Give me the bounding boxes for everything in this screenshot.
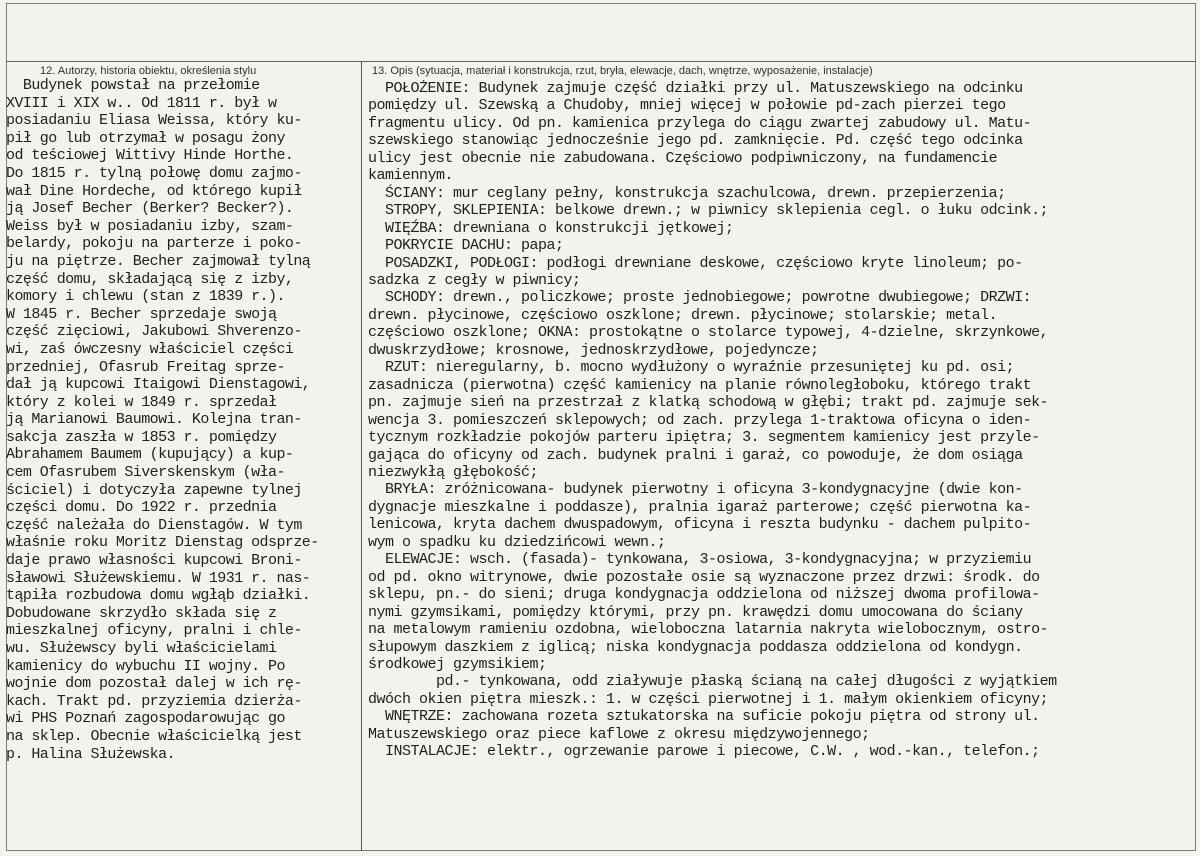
history-line: wu. Służewscy byli właścicielami bbox=[6, 640, 277, 657]
history-line: ją Josef Becher (Berker? Becker?). bbox=[6, 200, 294, 218]
history-line: wojnie dom pozostał dalej w ich rę- bbox=[6, 675, 302, 693]
history-line: części domu. Do 1922 r. przednia bbox=[6, 499, 277, 517]
history-line: ściciel) i dotyczyła zapewne tylnej bbox=[6, 481, 302, 499]
history-line: Abrahamem Baumem (kupujący) a kup- bbox=[6, 446, 294, 464]
column-divider bbox=[361, 61, 362, 851]
description-line: SCHODY: drewn., policzkowe; proste jednobiegowe; powrotne dwubiegowe; DRZWI: bbox=[368, 289, 1032, 307]
history-line: na sklep. Obecnie właścicielką jest bbox=[6, 727, 302, 745]
card-border-right bbox=[1195, 3, 1196, 851]
description-line: dwuskrzydłowe; krosnowe, jednoskrzydłowe, pojedyncze; bbox=[368, 341, 819, 359]
card-border-top bbox=[6, 3, 1196, 4]
description-line: wym o spadku ku dziedzińcowi wewn.; bbox=[368, 533, 666, 551]
description-line: ŚCIANY: mur ceglany pełny, konstrukcja szachulcowa, drewn. przepierzenia; bbox=[368, 184, 1006, 202]
description-line: szewskiego stanowiąc jednocześnie jego pd. zamknięcie. Pd. część tego odcinka bbox=[368, 132, 1023, 150]
section-12-header: 12. Autorzy, historia obiektu, określenia stylu bbox=[40, 65, 257, 77]
section-13-header: 13. Opis (sytuacja, materiał i konstrukcja, rzut, bryła, elewacje, dach, wnętrze, wyposażenie, instalacje) bbox=[372, 65, 873, 77]
history-line: Dobudowane skrzydło składa się z bbox=[6, 604, 277, 622]
description-line: pn. zajmuje sień na przestrzał z klatką schodową w głębi; trakt pd. zajmuje sek- bbox=[368, 394, 1049, 412]
header-rule bbox=[6, 61, 1196, 62]
history-line: Weiss był w posiadaniu izby, szam- bbox=[6, 217, 294, 235]
description-line: POKRYCIE DACHU: papa; bbox=[368, 237, 564, 255]
history-line: mieszkalnej oficyny, pralni i chle- bbox=[6, 622, 302, 640]
description-line: BRYŁA: zróżnicowana- budynek pierwotny i oficyna 3-kondygnacyjne (dwie kon- bbox=[368, 481, 1023, 499]
description-line: wencja 3. pomieszczeń sklepowych; od zach. przylega 1-traktowa oficyna o iden- bbox=[368, 411, 1032, 429]
description-line: nymi gzymsikami, pomiędzy którymi, przy pn. krawędzi domu umocowana do ściany bbox=[368, 603, 1023, 621]
history-line: p. Halina Służewska. bbox=[6, 745, 176, 763]
description-line: na metalowym ramieniu ozdobna, wieloboczna latarnia nakryta wielobocznym, ostro- bbox=[368, 621, 1049, 639]
history-line: ju na piętrze. Becher zajmował tylną bbox=[6, 252, 311, 270]
description-line: kamiennym. bbox=[368, 167, 454, 185]
description-line: dwóch okien piętra mieszk.: 1. w części pierwotnej i 1. małym okienkiem oficyny; bbox=[368, 690, 1049, 708]
description-line: zasadnicza (pierwotna) część kamienicy na planie równoległoboku, którego trakt bbox=[368, 376, 1032, 394]
history-line: właśnie roku Moritz Dienstag odsprze- bbox=[6, 534, 319, 552]
history-line: Budynek powstał na przełomie bbox=[6, 77, 260, 94]
description-line: słupowym daszkiem z iglicą; niska kondygnacja poddasza oddzielona od kondygn. bbox=[368, 638, 1023, 656]
description-line: Matuszewskiego oraz piece kaflowe z okresu międzywojennego; bbox=[368, 725, 870, 743]
description-line: WIĘŹBA: drewniana o konstrukcji jętkowej; bbox=[368, 219, 734, 237]
description-line: lenicowa, kryta dachem dwuspadowym, oficyna i reszta budynku - dachem pulpito- bbox=[368, 516, 1032, 534]
description-line: ELEWACJE: wsch. (fasada)- tynkowana, 3-osiowa, 3-kondygnacyjna; w przyziemiu bbox=[368, 551, 1032, 569]
history-line: kamienicy do wybuchu II wojny. Po bbox=[6, 657, 285, 675]
history-line: wi, zaś ówczesny właściciel części bbox=[6, 340, 294, 358]
history-line: cem Ofasrubem Siverskenskym (wła- bbox=[6, 464, 285, 482]
history-line: posiadaniu Eliasa Weissa, który ku- bbox=[6, 112, 302, 130]
description-line: niezwykłą głębokość; bbox=[368, 463, 539, 481]
history-line: wi PHS Poznań zagospodarowując go bbox=[6, 710, 285, 728]
history-line: ją Marianowi Baumowi. Kolejna tran- bbox=[6, 411, 302, 429]
history-line: wał Dine Hordeche, od którego kupił bbox=[6, 182, 302, 200]
description-line: ulicy jest obecnie nie zabudowana. Częściowo podpiwniczony, na fundamencie bbox=[368, 149, 998, 167]
history-line: sakcja zaszła w 1853 r. pomiędzy bbox=[6, 428, 277, 446]
description-line: POSADZKI, PODŁOGI: podłogi drewniane deskowe, częściowo kryte linoleum; po- bbox=[368, 254, 1023, 272]
description-line: STROPY, SKLEPIENIA: belkowe drewn.; w piwnicy sklepienia cegl. o łuku odcink.; bbox=[368, 202, 1049, 220]
history-line: tąpiła rozbudowa domu wgłąb działki. bbox=[6, 587, 311, 605]
history-text bbox=[6, 77, 358, 763]
history-line: kach. Trakt pd. przyziemia dzierża- bbox=[6, 692, 302, 710]
history-line: Do 1815 r. tylną połowę domu zajmo- bbox=[6, 164, 302, 182]
description-line: tycznym rozkładzie pokojów parteru ipiętra; 3. segmentem kamienicy jest przyle- bbox=[368, 429, 1040, 447]
description-line: częściowo oszklone; OKNA: prostokątne o stolarce typowej, 4-dzielne, skrzynkowe, bbox=[368, 324, 1049, 342]
history-line: część należała do Dienstagów. W tym bbox=[6, 516, 302, 534]
description-line: od pd. okno witrynowe, dwie pozostałe osie są wyznaczone przez drzwi: środk. do bbox=[368, 568, 1040, 586]
description-line: drewn. płycinowe, częściowo oszklone; drewn. płycinowe; stolarskie; metal. bbox=[368, 306, 998, 324]
description-line: INSTALACJE: elektr., ogrzewanie parowe i piecowe, C.W. , wod.-kan., telefon.; bbox=[368, 743, 1040, 761]
history-line: część zięciowi, Jakubowi Shverenzo- bbox=[6, 323, 302, 341]
description-line: pomiędzy ul. Szewską a Chudoby, mniej więcej w połowie pd-zach pierzei tego bbox=[368, 97, 1006, 115]
description-line: sadzka z cegły w piwnicy; bbox=[368, 271, 581, 289]
description-line: środkowej gzymsikiem; bbox=[368, 655, 547, 673]
history-line: przedniej, Ofasrub Freitag sprze- bbox=[6, 358, 285, 376]
history-line: sławowi Służewskiemu. W 1931 r. nas- bbox=[6, 569, 311, 587]
history-line: W 1845 r. Becher sprzedaje swoją bbox=[6, 305, 277, 323]
description-line: WNĘTRZE: zachowana rozeta sztukatorska na suficie pokoju piętra od strony ul. bbox=[368, 708, 1040, 726]
description-line: fragmentu ulicy. Od pn. kamienica przylega do ciągu zwartej zabudowy ul. Matu- bbox=[368, 114, 1032, 132]
history-line: belardy, pokoju na parterze i poko- bbox=[6, 235, 302, 253]
description-text bbox=[368, 80, 1194, 761]
history-line: komory i chlewu (stan z 1839 r.). bbox=[6, 288, 285, 306]
description-line: pd.- tynkowana, odd ziaływuje płaską ścianą na całej długości z wyjątkiem bbox=[368, 673, 1057, 691]
history-line: który z kolei w 1849 r. sprzedał bbox=[6, 393, 277, 411]
history-line: pił go lub otrzymał w posagu żony bbox=[6, 129, 285, 147]
history-line: część domu, składającą się z izby, bbox=[6, 270, 294, 288]
history-line: XVIII i XIX w.. Od 1811 r. był w bbox=[6, 94, 277, 112]
description-line: dygnacje mieszkalne i poddasze), pralnia igaraż parterowe; część pierwotna ka- bbox=[368, 498, 1032, 516]
history-line: dał ją kupcowi Itaigowi Dienstagowi, bbox=[6, 376, 311, 394]
description-line: RZUT: nieregularny, b. mocno wydłużony o wyraźnie przesuniętej ku pd. osi; bbox=[368, 359, 1015, 377]
description-line: sklepu, pn.- do sieni; druga kondygnacja oddzielona od niższej dwoma profilowa- bbox=[368, 586, 1040, 604]
history-line: daje prawo własności kupcowi Broni- bbox=[6, 552, 302, 570]
card-border-bottom bbox=[6, 850, 1196, 851]
description-line: gająca do oficyny od zach. budynek pralni i garaż, co powoduje, że dom osiąga bbox=[368, 446, 1023, 464]
description-line: POŁOŻENIE: Budynek zajmuje część działki przy ul. Matuszewskiego na odcinku bbox=[368, 80, 1023, 97]
history-line: od teściowej Wittivy Hinde Horthe. bbox=[6, 147, 294, 165]
